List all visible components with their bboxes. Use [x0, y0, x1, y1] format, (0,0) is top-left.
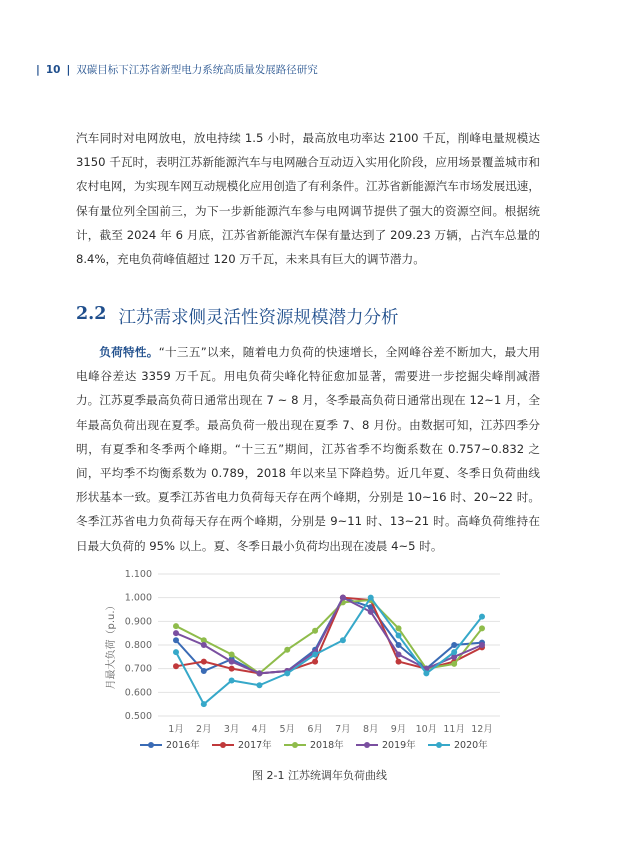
series-line — [176, 598, 482, 674]
legend-marker — [292, 742, 298, 748]
data-point — [201, 701, 207, 707]
data-point — [229, 678, 235, 684]
series-line — [176, 598, 482, 705]
page-number: 10 — [45, 63, 61, 76]
y-tick-label: 0.800 — [124, 640, 152, 651]
data-point — [173, 649, 179, 655]
data-point — [229, 666, 235, 672]
data-point — [173, 637, 179, 643]
section-heading — [76, 304, 398, 329]
section-number: 2.2 — [76, 304, 107, 324]
data-point — [201, 668, 207, 674]
x-tick-label: 3月 — [223, 724, 240, 735]
y-tick-label: 0.700 — [124, 663, 152, 675]
data-point — [256, 682, 262, 688]
y-tick-label: 0.900 — [124, 616, 152, 628]
data-point — [229, 659, 235, 665]
data-point — [173, 663, 179, 669]
data-point — [201, 659, 207, 665]
x-tick-label: 4月 — [251, 724, 268, 735]
y-tick-label: 1.000 — [124, 592, 152, 604]
figure-caption: 图 2-1 江苏统调年负荷曲线 — [252, 769, 387, 782]
legend-label: 2020年 — [454, 740, 488, 751]
data-point — [312, 651, 318, 657]
data-point — [423, 670, 429, 676]
header-rule-right: | — [66, 63, 71, 76]
data-point — [396, 659, 402, 665]
data-point — [451, 661, 457, 667]
data-point — [396, 633, 402, 639]
series-line — [176, 598, 482, 674]
paragraph-ev-discharge: 汽车同时对电网放电，放电持续 1.5 小时，最高放电功率达 2100 千瓦，削峰电量规模达 3150 千瓦时，表明江苏新能源汽车与电网融合互动迈入实用化阶段，应用场景覆盖城市和农村电网，为实现车网互动规模化应用创造了有利条件。江苏省新能源汽车市场发展迅速，保有量位列全国前三，为下一步新能源汽车参与电网调节提供了强大的资源空间。根据统计，截至 2024 年 6 月底，江苏省新能源汽车保有量达到了 209.23 万辆，占汽车总量的 8.4%，充电负荷峰值超过 120 万千瓦，未来具有巨大的调节潜力。 — [76, 131, 540, 267]
x-tick-label: 12月 — [471, 724, 493, 735]
series-line — [176, 598, 482, 674]
data-point — [256, 670, 262, 676]
y-tick-label: 1.100 — [124, 569, 152, 580]
header-rule-left: | — [36, 63, 40, 76]
section-title: 江苏需求侧灵活性资源规模潜力分析 — [118, 308, 399, 328]
x-tick-label: 7月 — [335, 724, 351, 735]
data-point — [312, 659, 318, 665]
data-point — [368, 595, 374, 601]
y-axis-label: 月最大负荷（p.u.） — [106, 600, 117, 690]
y-tick-label: 0.500 — [124, 711, 152, 722]
data-point — [173, 623, 179, 629]
data-point — [396, 625, 402, 631]
x-tick-label: 9月 — [390, 724, 407, 735]
data-point — [396, 642, 402, 648]
data-point — [284, 670, 290, 676]
data-point — [451, 642, 457, 648]
running-title: 双碳目标下江苏省新型电力系统高质量发展路径研究 — [76, 64, 318, 76]
legend-label: 2016年 — [166, 740, 200, 751]
data-point — [201, 642, 207, 648]
data-point — [479, 642, 485, 648]
x-tick-label: 2月 — [196, 724, 212, 735]
data-point — [396, 651, 402, 657]
runin-heading: 负荷特性。 — [99, 345, 159, 359]
x-tick-label: 8月 — [362, 724, 379, 735]
y-tick-label: 0.600 — [124, 687, 152, 699]
x-tick-label: 11月 — [443, 724, 465, 735]
data-point — [340, 637, 346, 643]
data-point — [173, 630, 179, 636]
running-header — [36, 62, 318, 77]
data-point — [368, 609, 374, 615]
data-point — [451, 649, 457, 655]
x-tick-label: 6月 — [307, 724, 323, 735]
paragraph-load-text: “十三五”以来，随着电力负荷的快速增长，全网峰谷差不断加大，最大用电峰谷差达 3359 万千瓦。用电负荷尖峰化特征愈加显著，需要进一步挖掘尖峰削减潜力。江苏夏季最高负荷日通常出现在 7 ~ 8 月，冬季最高负荷日通常出现在 12~1 月，全年最高负荷出现在夏季。最高负荷一般出现在夏季 7、8 月份。由数据可知，江苏四季分明，有夏季和冬季两个峰期。“十三五”期间，江苏省季不均衡系数在 0.757~0.832 之间，平均季不均衡系数为 0.789，2018 年以来呈下降趋势。近几年夏、冬季日负荷曲线形状基本一致。夏季江苏省电力负荷每天存在两个峰期，分别是 10~16 时、20~22 时。冬季江苏省电力负荷每天存在两个峰期，分别是 9~11 时、13~21 时。高峰负荷维持在日最大负荷的 95% 以上。夏、冬季日最小负荷均出现在凌晨 4~5 时。 — [76, 345, 540, 553]
legend-marker — [148, 742, 154, 748]
paragraph-load-characteristics — [76, 340, 540, 558]
legend-marker — [364, 742, 370, 748]
x-tick-label: 10月 — [415, 724, 438, 735]
data-point — [229, 651, 235, 657]
data-point — [479, 625, 485, 631]
data-point — [284, 647, 290, 653]
legend-label: 2018年 — [310, 740, 344, 751]
data-point — [312, 628, 318, 634]
legend-marker — [220, 742, 226, 748]
data-point — [479, 614, 485, 620]
legend-label: 2019年 — [382, 740, 416, 751]
legend-label: 2017年 — [238, 740, 272, 751]
annual-load-chart — [100, 560, 520, 760]
x-tick-label: 5月 — [279, 724, 296, 735]
data-point — [340, 595, 346, 601]
legend-marker — [436, 742, 442, 748]
x-tick-label: 1月 — [168, 724, 184, 735]
